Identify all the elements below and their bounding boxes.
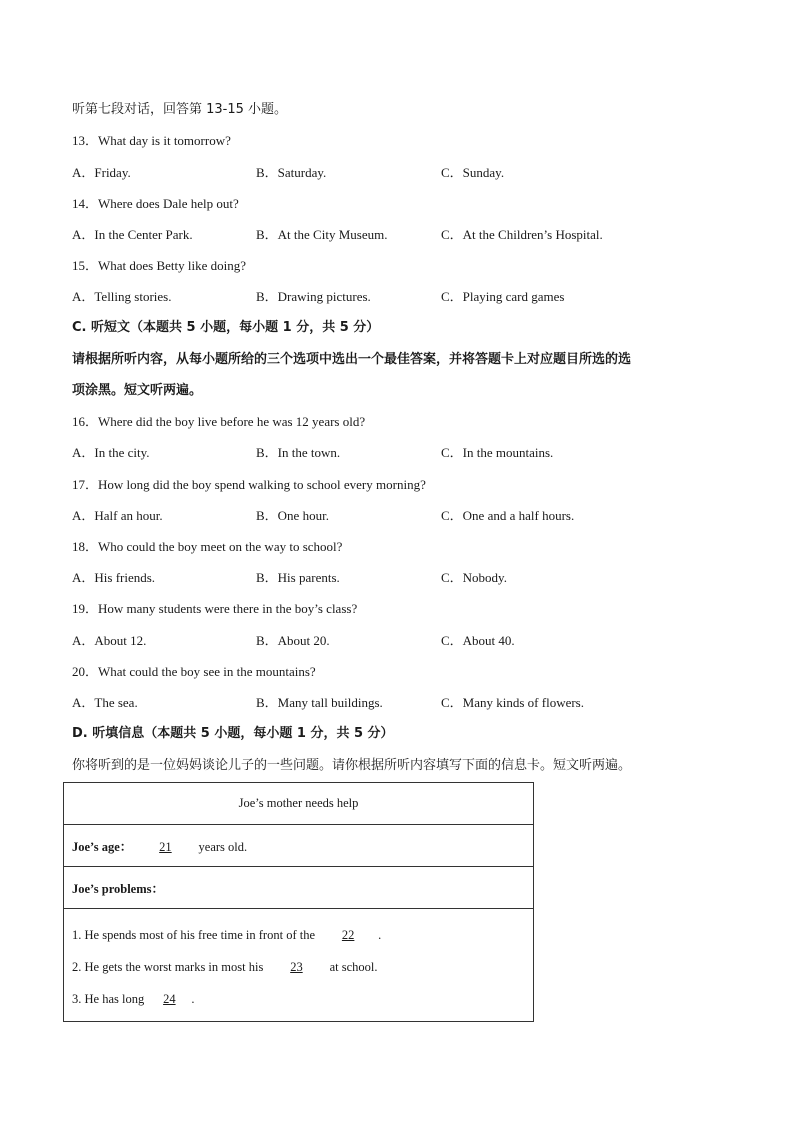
question-17: 17．How long did the boy spend walking to school every morning? bbox=[72, 477, 426, 492]
section-d-instruction: 你将听到的是一位妈妈谈论儿子的一些问题。请你根据所听内容填写下面的信息卡。短文听两遍。 bbox=[72, 758, 632, 773]
option-16-a: A．In the city. bbox=[72, 445, 150, 460]
blank-22[interactable]: 22 bbox=[341, 928, 355, 942]
option-14-a: A．In the Center Park. bbox=[72, 227, 193, 242]
option-15-b: B．Drawing pictures. bbox=[256, 289, 371, 304]
option-17-b: B．One hour. bbox=[256, 508, 329, 523]
option-15-c: C．Playing card games bbox=[441, 289, 565, 304]
question-14: 14．Where does Dale help out? bbox=[72, 196, 239, 211]
problems-label: Joe’s problems： bbox=[72, 881, 165, 896]
question-15: 15．What does Betty like doing? bbox=[72, 258, 247, 273]
question-19: 19．How many students were there in the boy’s class? bbox=[72, 601, 358, 616]
option-17-a: A．Half an hour. bbox=[72, 508, 163, 523]
option-19-c: C．About 40. bbox=[441, 633, 515, 648]
problem-1-end: . bbox=[378, 928, 382, 942]
option-13-a: A．Friday. bbox=[72, 165, 131, 180]
option-13-b: B．Saturday. bbox=[256, 165, 327, 180]
option-14-b: B．At the City Museum. bbox=[256, 227, 388, 242]
option-19-b: B．About 20. bbox=[256, 633, 330, 648]
problem-2-end: at school. bbox=[329, 960, 378, 974]
option-18-a: A．His friends. bbox=[72, 570, 156, 585]
blank-21[interactable]: 21 bbox=[159, 839, 172, 854]
problem-3 bbox=[72, 983, 525, 1015]
option-19-a: A．About 12. bbox=[72, 633, 147, 648]
question-16: 16．Where did the boy live before he was 12 years old? bbox=[72, 414, 366, 429]
card-problems-list bbox=[64, 909, 534, 1022]
section-c-instruction-line-1: 请根据所听内容，从每小题所给的三个选项中选出一个最佳答案，并将答题卡上对应题目所选的选 bbox=[72, 352, 632, 367]
blank-24[interactable]: 24 bbox=[163, 992, 176, 1006]
card-age-row bbox=[64, 825, 534, 867]
dialogue-7-intro: 听第七段对话，回答第 13-15 小题。 bbox=[72, 102, 288, 117]
blank-23[interactable]: 23 bbox=[290, 960, 303, 974]
option-20-b: B．Many tall buildings. bbox=[256, 695, 383, 710]
option-17-c: C．One and a half hours. bbox=[441, 508, 575, 523]
age-suffix: years old. bbox=[198, 839, 248, 854]
option-16-c: C．In the mountains. bbox=[441, 445, 554, 460]
problem-1-text: 1. He spends most of his free time in front of the bbox=[72, 928, 316, 942]
section-c-title: C. 听短文（本题共 5 小题，每小题 1 分，共 5 分） bbox=[72, 320, 380, 335]
option-16-b: B．In the town. bbox=[256, 445, 341, 460]
info-card bbox=[63, 782, 534, 1022]
card-header: Joe’s mother needs help bbox=[64, 783, 534, 825]
section-d-title: D. 听填信息（本题共 5 小题，每小题 1 分，共 5 分） bbox=[72, 726, 394, 741]
option-20-c: C．Many kinds of flowers. bbox=[441, 695, 584, 710]
option-14-c: C．At the Children’s Hospital. bbox=[441, 227, 603, 242]
option-13-c: C．Sunday. bbox=[441, 165, 505, 180]
problem-3-text: 3. He has long bbox=[72, 992, 145, 1006]
section-c-instruction-line-2: 项涂黑。短文听两遍。 bbox=[72, 383, 203, 398]
question-13: 13．What day is it tomorrow? bbox=[72, 133, 231, 148]
card-problems-row bbox=[64, 867, 534, 909]
problem-1 bbox=[72, 919, 525, 951]
age-label: Joe’s age： bbox=[72, 839, 133, 854]
option-15-a: A．Telling stories. bbox=[72, 289, 172, 304]
option-18-c: C．Nobody. bbox=[441, 570, 507, 585]
problem-2 bbox=[72, 951, 525, 983]
question-20: 20．What could the boy see in the mountains? bbox=[72, 664, 316, 679]
option-18-b: B．His parents. bbox=[256, 570, 340, 585]
option-20-a: A．The sea. bbox=[72, 695, 138, 710]
problem-2-text: 2. He gets the worst marks in most his bbox=[72, 960, 264, 974]
problem-3-end: . bbox=[191, 992, 195, 1006]
question-18: 18．Who could the boy meet on the way to school? bbox=[72, 539, 343, 554]
